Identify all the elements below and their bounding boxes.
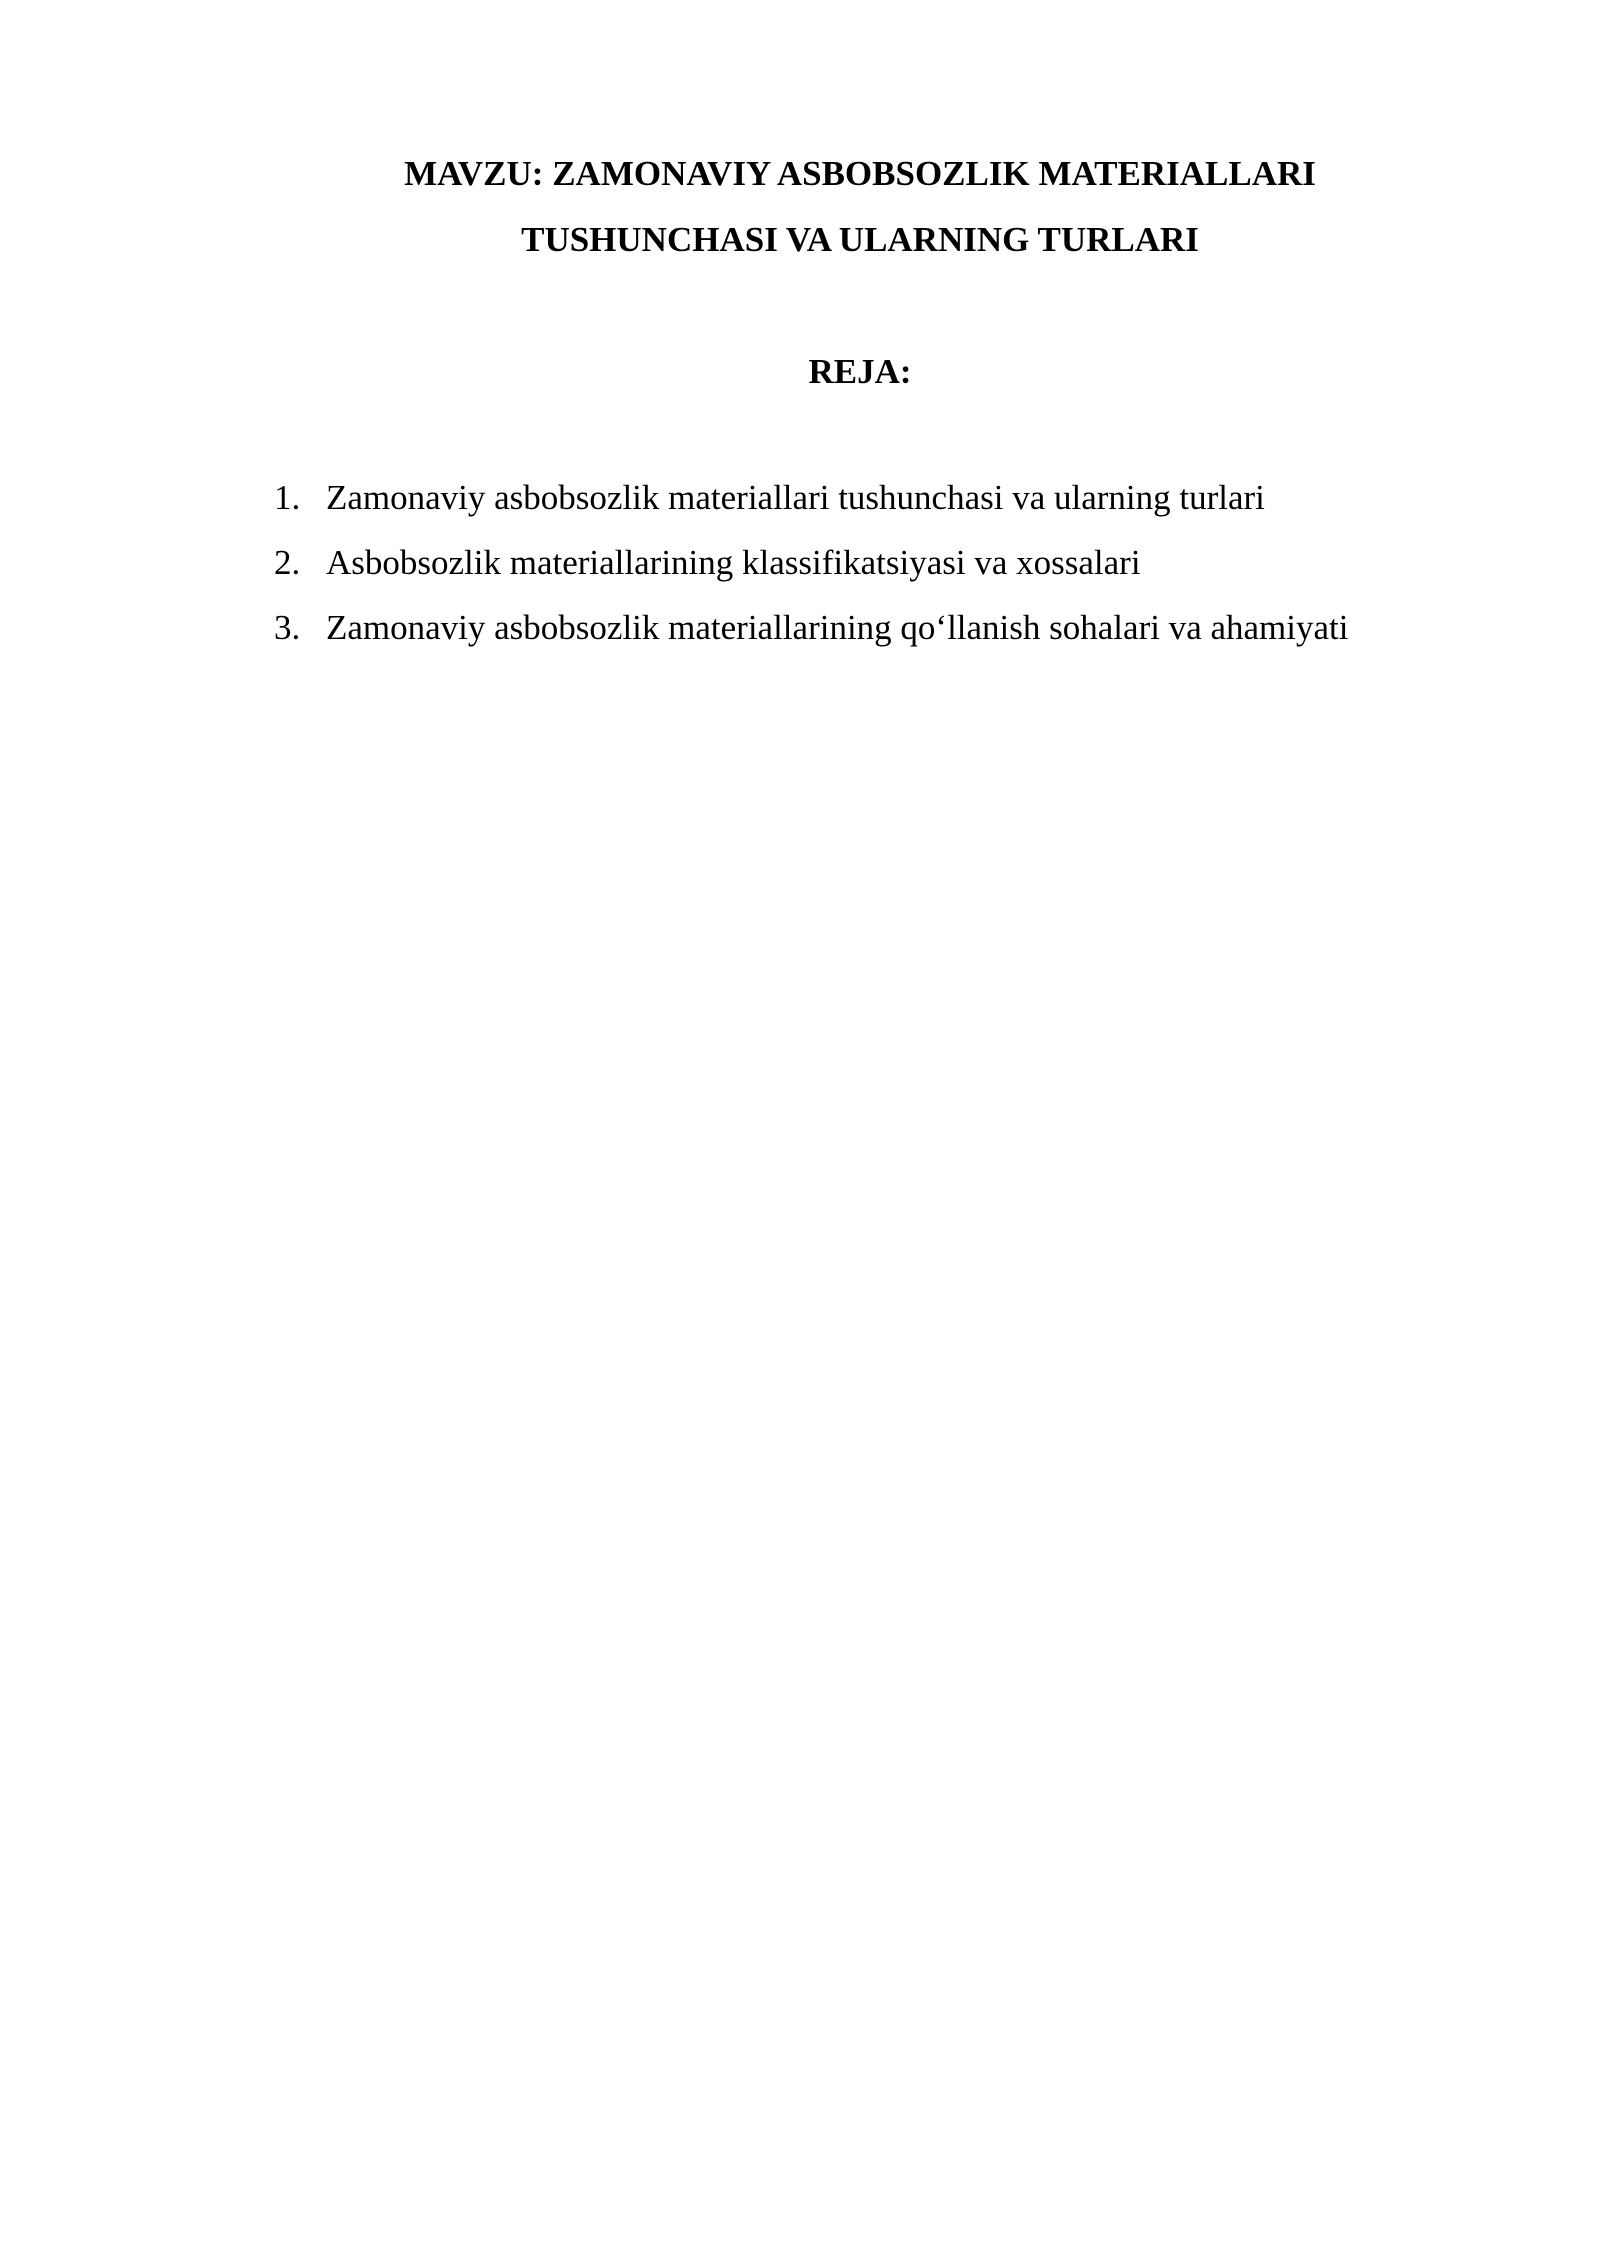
plan-item-3 — [274, 608, 1349, 648]
document-title-line-2: TUSHUNCHASI VA ULARNING TURLARI — [521, 220, 1199, 259]
plan-item-1 — [274, 478, 1349, 518]
plan-list — [274, 478, 1349, 673]
plan-item-number: 2. — [274, 543, 301, 582]
plan-item-2 — [274, 543, 1349, 583]
plan-item-text: Zamonaviy asbobsozlik materiallarining qo‘llanish sohalari va ahamiyati — [326, 608, 1349, 647]
plan-item-text: Zamonaviy asbobsozlik materiallari tushunchasi va ularning turlari — [326, 478, 1265, 517]
plan-item-number: 1. — [274, 478, 301, 517]
document-title-line-1: MAVZU: ZAMONAVIY ASBOBSOZLIK MATERIALLARI — [404, 154, 1316, 193]
plan-item-text: Asbobsozlik materiallarining klassifikatsiyasi va xossalari — [326, 543, 1141, 582]
plan-heading: REJA: — [808, 352, 912, 391]
plan-item-number: 3. — [274, 608, 301, 647]
